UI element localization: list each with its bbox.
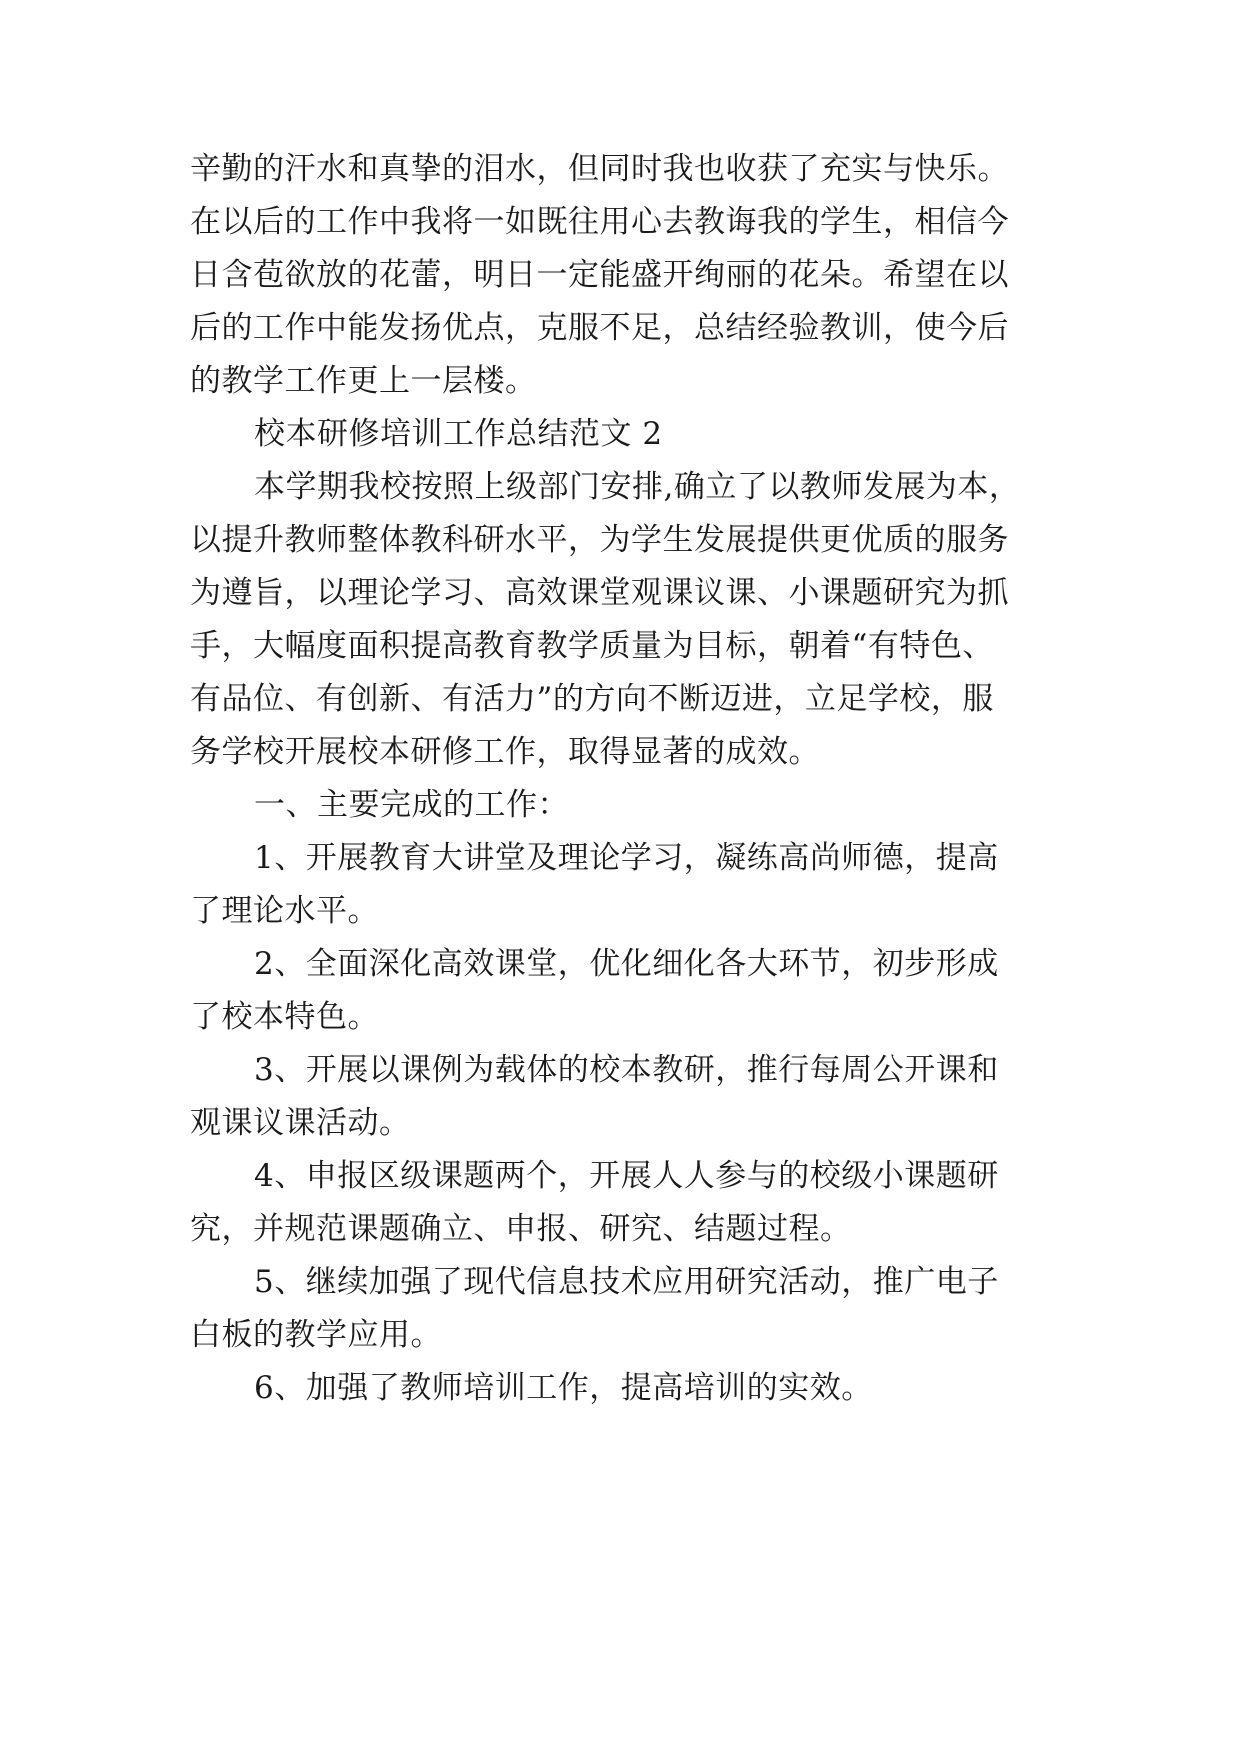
paragraph-line: 为遵旨，以理论学习、高效课堂观课议课、小课题研究为抓 [190, 575, 1009, 611]
list-item-line: 2、全面深化高效课堂，优化细化各大环节，初步形成 [254, 946, 999, 982]
section-heading: 一、主要完成的工作： [254, 787, 569, 823]
list-item-line: 6、加强了教师培训工作，提高培训的实效。 [254, 1370, 873, 1406]
paragraph-line: 后的工作中能发扬优点，克服不足，总结经验教训，使今后 [190, 310, 1009, 346]
list-item-line: 观课议课活动。 [190, 1105, 411, 1141]
paragraph-line: 以提升教师整体教科研水平，为学生发展提供更优质的服务 [190, 522, 1009, 558]
paragraph-line: 的教学工作更上一层楼。 [190, 363, 537, 399]
paragraph-line: 务学校开展校本研修工作，取得显著的成效。 [190, 734, 820, 770]
paragraph-line: 有品位、有创新、有活力”的方向不断迈进，立足学校，服 [190, 681, 994, 717]
list-item-line: 5、继续加强了现代信息技术应用研究活动，推广电子 [254, 1264, 999, 1300]
list-item-line: 了理论水平。 [190, 893, 379, 929]
list-item-line: 白板的教学应用。 [190, 1317, 442, 1353]
list-item-line: 究，并规范课题确立、申报、研究、结题过程。 [190, 1211, 852, 1247]
list-item-line: 3、开展以课例为载体的校本教研，推行每周公开课和 [254, 1052, 999, 1088]
section-title: 校本研修培训工作总结范文 2 [254, 416, 663, 452]
paragraph-line: 辛勤的汗水和真挚的泪水，但同时我也收获了充实与快乐。 [190, 151, 1009, 187]
list-item-line: 1、开展教育大讲堂及理论学习，凝练高尚师德，提高 [254, 840, 999, 876]
paragraph-line: 本学期我校按照上级部门安排,确立了以教师发展为本， [254, 469, 1021, 505]
paragraph-line: 日含苞欲放的花蕾，明日一定能盛开绚丽的花朵。希望在以 [190, 257, 1009, 293]
list-item-line: 4、申报区级课题两个，开展人人参与的校级小课题研 [254, 1158, 999, 1194]
paragraph-line: 手，大幅度面积提高教育教学质量为目标，朝着“有特色、 [190, 628, 994, 664]
list-item-line: 了校本特色。 [190, 999, 379, 1035]
paragraph-line: 在以后的工作中我将一如既往用心去教诲我的学生，相信今 [190, 204, 1009, 240]
